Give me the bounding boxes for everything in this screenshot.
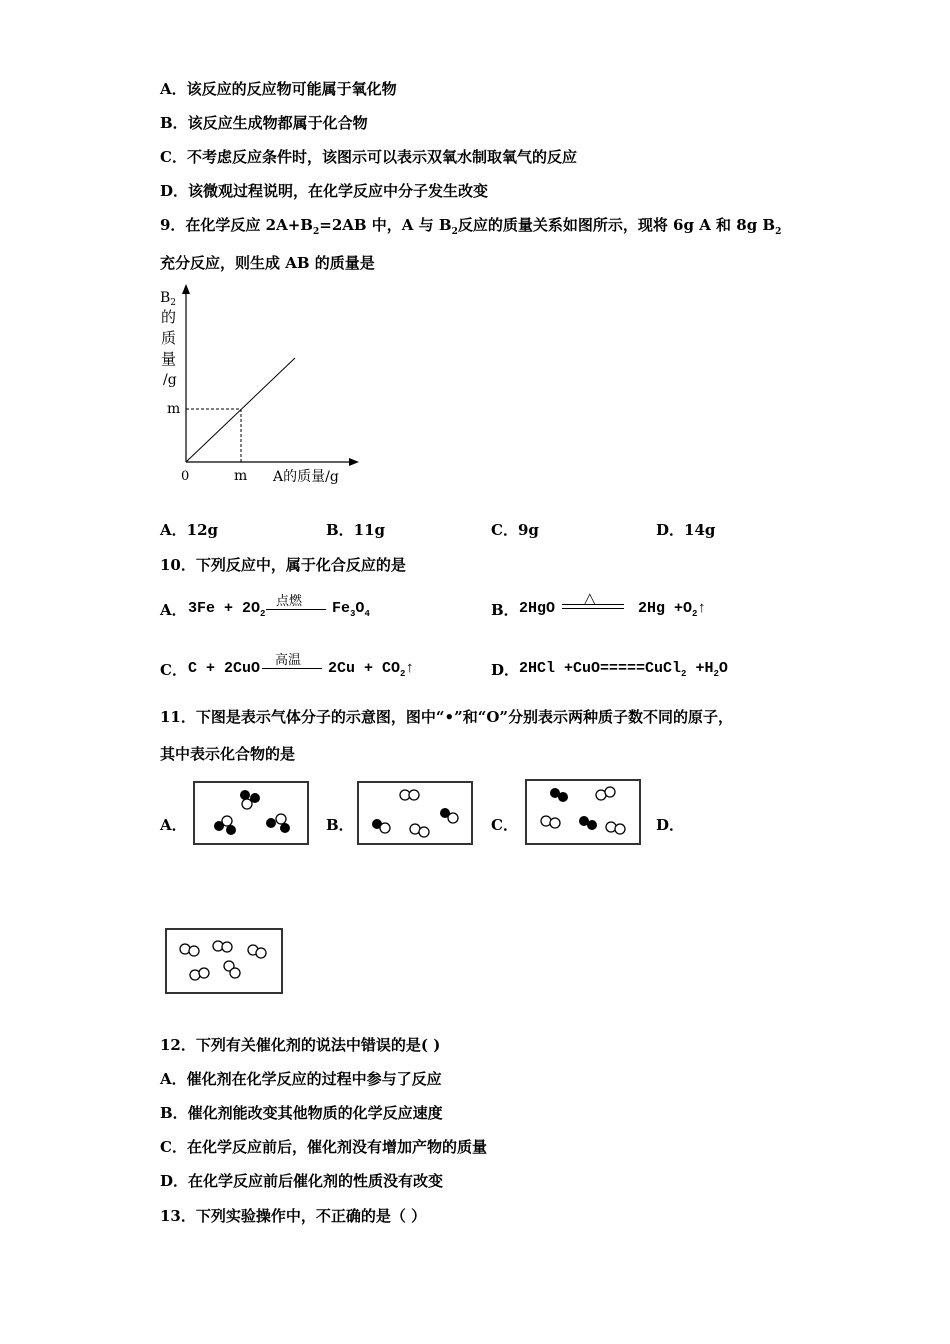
q11-option-b-label: B． (326, 816, 354, 834)
q10-option-c-left: C + 2CuO (188, 660, 261, 677)
x-axis-arrow (349, 458, 359, 466)
x-axis-label: A的质量/g (273, 469, 339, 485)
q10-option-d-equation: 2HCl +CuO=====CuCl$_2$ $+H_2O$ (519, 660, 728, 679)
q10-option-b-equals-top (562, 604, 624, 605)
q10-option-d-label: D． (491, 661, 520, 679)
y-label-char: 量 (161, 350, 177, 368)
y-label-char: /g (163, 372, 177, 388)
q9-option-a: A．12g (160, 521, 219, 539)
q9-option-d: D．14g (656, 521, 716, 539)
q10-option-a-condition: 点燃 (276, 594, 303, 609)
origin-label: 0 (181, 469, 190, 484)
q9-stem-line2: 充分反应，则生成 AB 的质量是 (160, 254, 375, 272)
q8-option-d: D．该微观过程说明，在化学反应中分子发生改变 (160, 182, 489, 200)
q11-stem-line1: 11．下图是表示气体分子的示意图，图中“•”和“O”分别表示两种质子数不同的原子， (160, 708, 734, 726)
q10-option-b-right: $2Hg +O_2↑$ (638, 600, 707, 619)
y-label-char: 的 (161, 308, 177, 326)
q12-stem: 12．下列有关催化剂的说法中错误的是( ) (160, 1036, 441, 1054)
q12-option-a: A．催化剂在化学反应的过程中参与了反应 (160, 1070, 442, 1088)
q10-option-c-right: $2Cu + CO_2↑$ (328, 660, 415, 679)
q10-option-b-condition: △ (584, 589, 596, 607)
q10-option-a-right: $Fe_3O_4$ (332, 600, 370, 619)
q13-stem: 13．下列实验操作中，不正确的是（ ） (160, 1207, 427, 1225)
q10-option-b-left: 2HgO (519, 600, 556, 617)
q11-option-c-diagram (525, 779, 641, 845)
q11-option-d-diagram (165, 928, 283, 994)
q10-option-a-label: A． (160, 601, 187, 619)
q9-option-b: B．11g (326, 521, 386, 539)
y-label-char: 质 (161, 329, 177, 347)
q10-option-a-equals (266, 609, 326, 610)
q11-stem-line2: 其中表示化合物的是 (160, 745, 296, 763)
q10-option-c-label: C． (160, 661, 187, 679)
q8-option-c: C．不考虑反应条件时，该图示可以表示双氧水制取氧气的反应 (160, 148, 577, 166)
q11-option-b-diagram (357, 781, 473, 845)
q10-option-a-left: $3Fe + 2O_2$ (188, 600, 266, 619)
q10-option-c-equals (262, 668, 322, 669)
q8-option-b: B．该反应生成物都属于化合物 (160, 114, 368, 132)
q9-stem-line1: 9．在化学反应 $2A+B_2=2AB$ 中，A 与 $B_2$反应的质量关系如图所示，现将 6g A 和 8g $B_2$ (160, 216, 782, 237)
q12-option-b: B．催化剂能改变其他物质的化学反应速度 (160, 1104, 443, 1122)
q11-option-c-label: C． (491, 816, 518, 834)
q9-mass-graph (155, 280, 375, 495)
q10-option-c-condition: 高温 (275, 653, 302, 668)
q9-option-c: C．9g (491, 521, 539, 539)
q8-option-a: A．该反应的反应物可能属于氧化物 (160, 80, 397, 98)
q12-option-c: C．在化学反应前后，催化剂没有增加产物的质量 (160, 1138, 487, 1156)
x-m-label: m (234, 468, 248, 484)
q12-option-d: D．在化学反应前后催化剂的性质没有改变 (160, 1172, 444, 1190)
q11-option-d-label: D． (656, 816, 685, 834)
q10-stem: 10．下列反应中，属于化合反应的是 (160, 556, 406, 574)
q11-option-a-diagram (193, 781, 309, 845)
y-label-b: $B_2$ (160, 290, 177, 308)
y-m-label: m (167, 401, 181, 417)
y-axis-arrow (182, 284, 190, 294)
q10-option-b-equals-bottom (562, 608, 624, 609)
q10-option-b-label: B． (491, 601, 519, 619)
q11-option-a-label: A． (160, 816, 187, 834)
